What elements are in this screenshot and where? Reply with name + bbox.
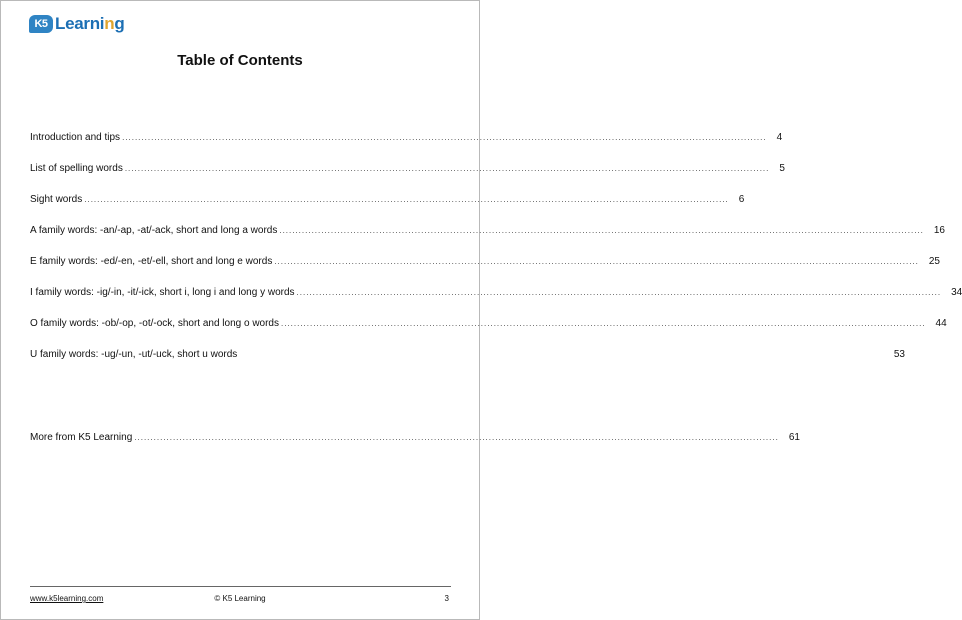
toc-entry-label: Sight words [30, 194, 83, 205]
toc-entry-u-family[interactable] [30, 349, 905, 365]
toc-dot-leader: ........................................................................................................................................................................................................ [84, 195, 729, 204]
logo-badge: K5 [29, 15, 53, 33]
toc-entry-page: 25 [928, 256, 940, 267]
toc-dot-leader: ........................................................................................................................................................................................................ [279, 226, 924, 235]
toc-entry-label: More from K5 Learning [30, 432, 133, 443]
logo-wordmark [55, 14, 124, 34]
toc-entry-e-family[interactable] [30, 256, 940, 272]
toc-entry-page: 4 [776, 132, 783, 143]
toc-entry-page: 44 [935, 318, 947, 329]
toc-entry-page: 53 [893, 349, 905, 360]
toc-entry-label: Introduction and tips [30, 132, 121, 143]
toc-entry-page: 34 [951, 287, 962, 298]
toc-dot-leader: ........................................................................................................................................................................................................ [122, 133, 767, 142]
toc-dot-leader: ........................................................................................................................................................................................................ [281, 319, 926, 328]
footer-website-link[interactable]: www.k5learning.com [30, 594, 104, 603]
toc-entry-label: List of spelling words [30, 163, 123, 174]
toc-entry-spelling-list[interactable] [30, 163, 785, 179]
footer-page-number: 3 [444, 594, 449, 603]
toc-entry-introduction[interactable] [30, 132, 783, 148]
toc-entry-label: I family words: -ig/-in, -it/-ick, short i, long i and long y words [30, 287, 295, 298]
logo-wordmark-suffix: g [114, 14, 125, 33]
toc-entry-more-from-k5[interactable] [30, 432, 800, 448]
footer-copyright: © K5 Learning [214, 594, 266, 603]
toc-entry-i-family[interactable] [30, 287, 962, 303]
toc-dot-leader: ........................................................................................................................................................................................................ [274, 257, 919, 266]
toc-dot-leader: ........................................................................................................................................................................................................ [296, 288, 942, 297]
toc-dot-leader: ........................................................................................................................................................................................................ [124, 164, 770, 173]
toc-entry-label: O family words: -ob/-op, -ot/-ock, short and long o words [30, 318, 279, 329]
page-title: Table of Contents [177, 52, 303, 69]
page-frame [0, 0, 480, 620]
toc-entry-page: 61 [788, 432, 800, 443]
toc-entry-label: E family words: -ed/-en, -et/-ell, short and long e words [30, 256, 273, 267]
toc-entry-page: 16 [933, 225, 945, 236]
toc-entry-page: 6 [738, 194, 745, 205]
toc-entry-sight-words[interactable] [30, 194, 745, 210]
toc-entry-page: 5 [779, 163, 785, 174]
k5-learning-logo[interactable] [29, 12, 124, 36]
toc-entry-a-family[interactable] [30, 225, 945, 241]
toc-entry-label: A family words: -an/-ap, -at/-ack, short and long a words [30, 225, 278, 236]
logo-wordmark-accent: n [104, 14, 115, 33]
footer-divider [30, 586, 451, 587]
logo-wordmark-prefix: Learni [55, 14, 105, 33]
toc-entry-o-family[interactable] [30, 318, 947, 334]
toc-dot-leader: ........................................................................................................................................................................................................ [134, 433, 779, 442]
toc-entry-label: U family words: -ug/-un, -ut/-uck, short u words [30, 349, 238, 360]
